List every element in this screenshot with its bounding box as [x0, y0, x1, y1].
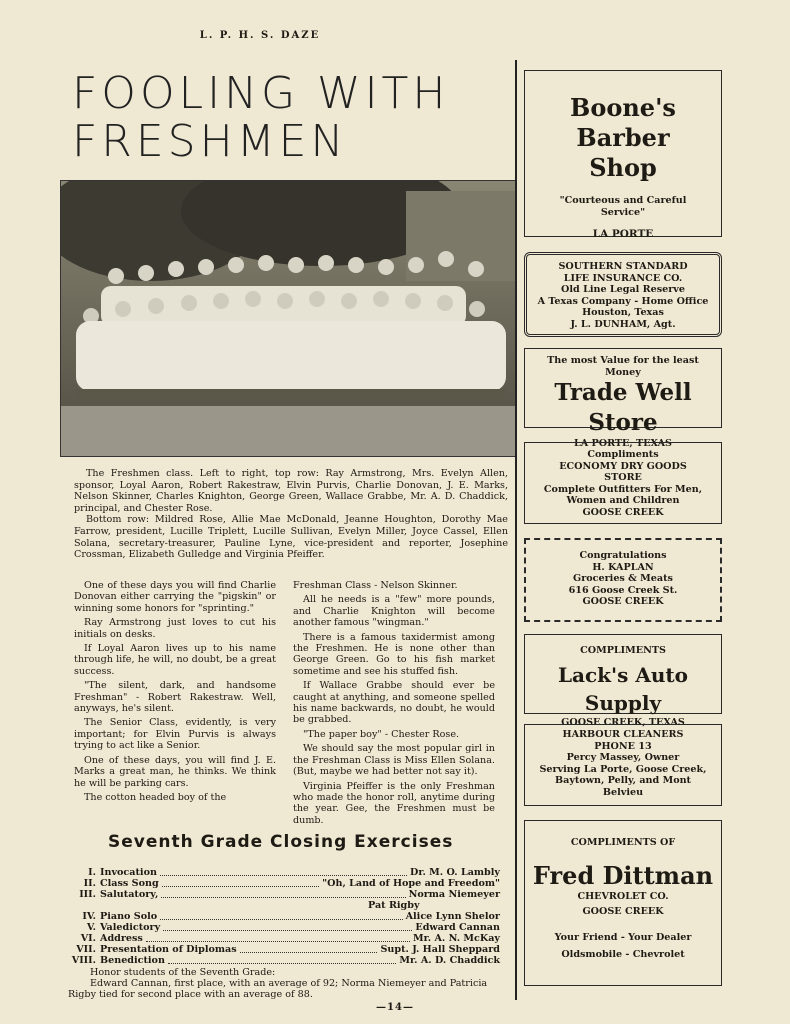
ad-line: Complete Outfitters For Men, — [543, 483, 703, 495]
honor-students — [68, 967, 500, 1000]
column-divider — [515, 60, 517, 1000]
ad-line: Houston, Texas — [582, 307, 664, 318]
program-item — [68, 933, 500, 944]
ad-trade-well-store — [524, 348, 722, 449]
program-value: Supt. J. Hall Sheppard — [380, 944, 500, 955]
ad-lacks-auto-supply — [524, 634, 722, 728]
ad-line: Compliments — [587, 449, 659, 460]
program-number: VII. — [76, 944, 96, 955]
honors-heading: Honor students of the Seventh Grade: — [90, 967, 276, 978]
paragraph: Ray Armstrong just loves to cut his initials on desks. — [74, 617, 276, 640]
ad-line: Percy Massey, Owner — [566, 752, 680, 763]
program-number: I. — [88, 867, 96, 878]
article-title — [72, 70, 512, 166]
paragraph: We should say the most popular girl in the Freshman Class is Miss Ellen Solana. (But, maybe we had better not say it). — [293, 743, 495, 778]
caption-bottom-row: Bottom row: Mildred Rose, Allie Mae McDonald, Jeanne Houghton, Dorothy Mae Farrow, president, Lucille Triplett, Lucille Sullivan, Evelyn Miller, Joyce Cassel, Ellen Solana, secretary-treasurer, Pauline Lyne, vice-president and reporter, Josephine Crossman, Elizabeth Gulledge and Virginia Pfeiffer. — [74, 514, 508, 561]
ad-name: Trade Well Store — [554, 379, 692, 436]
paragraph: One of these days you will find Charlie Donovan either carrying the "pigskin" or winning some honors for "sprinting." — [74, 580, 276, 614]
paragraph: All he needs is a "few" more pounds, and Charlie Knighton will become another famous "wingman." — [293, 594, 495, 629]
paragraph: "The paper boy" - Chester Rose. — [303, 728, 460, 740]
ad-line: PHONE 13 — [594, 740, 652, 752]
title-line-2: FRESHMEN — [72, 116, 348, 167]
ad-line: GOOSE CREEK — [582, 596, 664, 607]
honors-text: Edward Cannan, first place, with an average of 92; Norma Niemeyer and Patricia Rigby tied for second place with an average of 88. — [68, 978, 488, 1000]
ad-line: GOOSE CREEK — [582, 906, 664, 917]
ad-boones-barber-shop — [524, 70, 722, 240]
leader-dots — [146, 941, 410, 942]
ad-line: Oldsmobile - Chevrolet — [561, 949, 685, 960]
leader-dots — [161, 897, 405, 898]
program-label: Piano Solo — [100, 911, 158, 922]
paragraph: Freshman Class - Nelson Skinner. — [293, 580, 458, 591]
ad-harbour-cleaners — [524, 724, 722, 806]
ad-line: COMPLIMENTS OF — [570, 837, 676, 848]
title-line-1: FOOLING WITH — [72, 68, 450, 119]
ad-line: Baytown, Pelly, and Mont — [555, 775, 691, 786]
paragraph: "The silent, dark, and handsome Freshman" - Robert Rakestraw. Well, anyways, he's silent. — [74, 680, 276, 715]
program-value: Alice Lynn Shelor — [405, 911, 500, 922]
ad-southern-standard — [524, 252, 722, 337]
program-number: IV. — [82, 911, 96, 922]
program-label: Class Song — [100, 878, 159, 889]
ad-economy-dry-goods — [524, 442, 722, 524]
ad-line: STORE — [604, 472, 642, 483]
program-label: Valedictory — [100, 922, 161, 933]
program-number: VI. — [80, 933, 96, 944]
ad-line: Congratulations — [579, 550, 667, 561]
program-number: II. — [83, 878, 96, 889]
article-column-1 — [74, 580, 276, 806]
program-item — [68, 911, 500, 922]
caption-top-row: The Freshmen class. Left to right, top row: Ray Armstrong, Mrs. Evelyn Allen, sponsor, Loyal Aaron, Robert Rakestraw, Elvin Purvis, Charlie Donovan, J. E. Marks, Nelson Skinner, Charles Knighton, George Green, Wallace Grabbe, Mr. A. D. Chaddick, principal, and Chester Rose. — [74, 468, 508, 514]
paragraph: Virginia Pfeiffer is the only Freshman who made the honor roll, anytime during the year. Gee, the Freshmen must be dumb. — [293, 780, 495, 826]
ad-line: Serving La Porte, Goose Creek, — [539, 763, 707, 775]
ad-name-line: Shop — [589, 153, 657, 182]
section-title: Seventh Grade Closing Exercises — [108, 832, 454, 852]
ad-line: SOUTHERN STANDARD — [558, 261, 688, 272]
ad-line: CHEVROLET CO. — [577, 890, 669, 902]
leader-dots — [162, 886, 319, 887]
paragraph: The cotton headed boy of the — [84, 791, 227, 803]
leader-dots — [160, 919, 402, 920]
ad-line: 616 Goose Creek St. — [568, 584, 678, 596]
leader-dots — [160, 875, 407, 876]
program-item — [68, 944, 500, 955]
article-column-2 — [293, 580, 495, 829]
class-photo — [60, 180, 517, 457]
paragraph: The Senior Class, evidently, is very important; for Elvin Purvis is always trying to act like a Senior. — [74, 717, 276, 752]
ad-location: LA PORTE, TEXAS — [574, 438, 672, 449]
ad-name-line: Boone's Barber — [570, 93, 676, 152]
ad-line: A Texas Company - Home Office — [537, 295, 709, 307]
leader-dots — [168, 963, 396, 964]
program-label: Address — [100, 933, 143, 944]
paragraph: If Loyal Aaron lives up to his name through life, he will, no doubt, be a great success. — [74, 643, 276, 677]
program-label: Benediction — [100, 955, 165, 966]
ad-line: H. KAPLAN — [592, 561, 654, 573]
program-number: V. — [86, 922, 96, 933]
ad-line: J. L. DUNHAM, Agt. — [570, 318, 676, 330]
ad-line: Groceries & Meats — [573, 573, 673, 584]
ad-h-kaplan — [524, 538, 722, 622]
program-number: III. — [79, 889, 96, 900]
ad-line: Women and Children — [566, 495, 680, 506]
ad-line: GOOSE CREEK — [582, 506, 664, 518]
photo-caption — [74, 468, 508, 561]
program-value: Norma Niemeyer — [408, 889, 500, 900]
program-item — [68, 922, 500, 933]
ad-fred-dittman — [524, 820, 722, 986]
program-number: VIII. — [71, 955, 96, 966]
program-value: Mr. A. D. Chaddick — [399, 955, 500, 966]
program-value: "Oh, Land of Hope and Freedom" — [322, 878, 500, 889]
paragraph: One of these days, you will find J. E. Marks a great man, he thinks. We think he will be parking cars. — [74, 754, 276, 789]
ad-line: ECONOMY DRY GOODS — [559, 460, 687, 472]
program-list — [68, 867, 500, 1000]
ad-name: Fred Dittman — [532, 860, 714, 890]
ad-name: Lack's Auto Supply — [557, 662, 689, 715]
program-value: Dr. M. O. Lambly — [410, 867, 500, 878]
class-photo-image — [61, 181, 516, 456]
ad-line: Belvieu — [602, 786, 644, 798]
program-label: Presentation of Diplomas — [100, 944, 237, 955]
ad-tagline: "Courteous and Careful Service" — [559, 195, 687, 218]
leader-dots — [163, 930, 412, 931]
program-value: Edward Cannan — [415, 922, 500, 933]
ad-line: HARBOUR CLEANERS — [562, 729, 684, 740]
ad-tagline: The most Value for the least Money — [547, 355, 699, 378]
program-value: Mr. A. N. McKay — [412, 933, 500, 944]
program-label: Invocation — [100, 867, 157, 878]
ad-line: Your Friend - Your Dealer — [554, 931, 692, 943]
ad-line: LIFE INSURANCE CO. — [563, 272, 683, 284]
program-item — [68, 889, 500, 900]
program-item — [68, 878, 500, 889]
leader-dots — [240, 952, 378, 953]
page-header: L. P. H. S. DAZE — [199, 30, 321, 41]
ad-location: LA PORTE — [592, 228, 654, 240]
paragraph: There is a famous taxidermist among the Freshmen. He is none other than George Green. Go to his fish market sometime and see his stuffed fish. — [293, 631, 495, 677]
ad-line: COMPLIMENTS — [580, 645, 666, 656]
page-number: —14— — [376, 1002, 414, 1013]
ad-location: GOOSE CREEK, TEXAS — [561, 716, 685, 728]
program-value-continued: Pat Rigby — [368, 900, 420, 911]
program-label: Salutatory, — [100, 889, 159, 900]
program-item — [68, 955, 500, 966]
program-item — [68, 867, 500, 878]
ad-line: Old Line Legal Reserve — [561, 284, 685, 295]
paragraph: If Wallace Grabbe should ever be caught at anything, and someone spelled his name backwards, no doubt, he would be grabbed. — [293, 680, 495, 726]
